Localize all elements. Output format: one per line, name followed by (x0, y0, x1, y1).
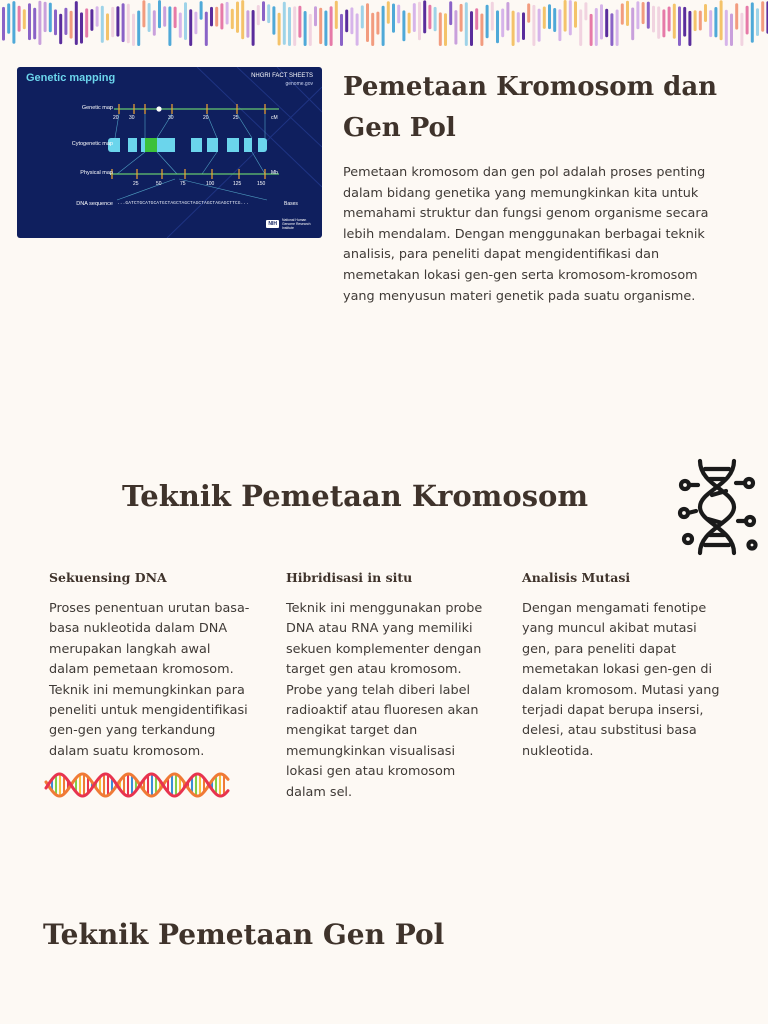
banner-bar (330, 6, 333, 46)
dna-helix-icon (672, 455, 762, 559)
banner-bar (465, 2, 468, 46)
banner-bar (569, 0, 572, 35)
banner-bar (522, 12, 525, 40)
row-label-physical: Physical map (80, 170, 113, 176)
banner-bar (49, 3, 52, 33)
intro-paragraph: Pemetaan kromosom dan gen pol adalah proses penting dalam bidang genetika yang memungkinkan kita untuk memahami struktur dan fungsi genom organisme secara lebih mendalam. Dengan menggunakan berbagai teknik analisis, para peneliti dapat mengidentifikasi dan memetakan lokasi gen-gen serta kromosom-kromosom yang menyusun materi genetik pada suatu organisme. (343, 165, 709, 304)
banner-bar (314, 6, 317, 26)
banner-bar (262, 1, 265, 21)
genetic-mapping-figure (17, 67, 322, 238)
banner-bar (506, 2, 509, 31)
banner-bar (538, 9, 541, 42)
banner-bar (595, 8, 598, 46)
banner-bar (241, 0, 244, 39)
banner-bar (158, 0, 161, 28)
banner-bar (605, 9, 608, 37)
sequence-unit: Bases (284, 201, 298, 207)
banner-bar (600, 4, 603, 39)
banner-bar (548, 4, 551, 29)
banner-bar (153, 10, 156, 36)
banner-bar (324, 11, 327, 47)
banner-bar (694, 10, 697, 31)
banner-bar (350, 7, 353, 34)
banner-bar (168, 6, 171, 46)
banner-bar (38, 1, 41, 45)
banner-bar (579, 9, 582, 46)
banner-bar (122, 3, 125, 42)
banner-bar (491, 2, 494, 31)
banner-bar (376, 12, 379, 35)
banner-bar (636, 1, 639, 29)
genetic-unit: cM (271, 115, 278, 121)
banner-bar (574, 1, 577, 28)
banner-bar (704, 4, 707, 22)
banner-bar (688, 11, 691, 46)
banner-bar (257, 5, 260, 25)
banner-bar (439, 12, 442, 46)
column-body: Proses penentuan urutan basa-basa nukleotida dalam DNA merupakan langkah awal dalam pemetaan kromosom. Teknik ini memungkinkan para peneliti untuk mengidentifikasi gen-gen yang terkandung dalam suatu kromosom. (49, 601, 250, 759)
nih-logo (266, 218, 312, 230)
banner-bar (642, 2, 645, 24)
banner-bar (470, 11, 473, 46)
genetic-tick-label: 30 (129, 115, 135, 121)
section-title-gen-pol: Teknik Pemetaan Gen Pol (43, 918, 445, 951)
banner-bar (215, 7, 218, 27)
banner-bar (709, 10, 712, 37)
dna-strand-icon (44, 768, 230, 802)
banner-bar (475, 8, 478, 30)
banner-bar (501, 9, 504, 38)
banner-bar (366, 3, 369, 42)
banner-bar (413, 3, 416, 32)
banner-bar (283, 2, 286, 45)
banner-bar (7, 3, 10, 33)
banner-bar (226, 2, 229, 25)
banner-bar (584, 2, 587, 20)
genetic-mapping-diagram (17, 67, 322, 238)
banner-bar (142, 0, 145, 27)
banner-bar (402, 10, 405, 41)
banner-bar (116, 6, 119, 36)
banner-bar (210, 7, 213, 27)
banner-bar (720, 0, 723, 40)
banner-bar (761, 1, 764, 32)
banner-bar (194, 12, 197, 35)
banner-bar (246, 10, 249, 38)
banner-bar (527, 3, 530, 22)
banner-bar (304, 11, 307, 46)
banner-bar (220, 3, 223, 29)
banner-bar (2, 7, 5, 41)
banner-bar (371, 13, 374, 46)
banner-bar (652, 6, 655, 33)
banner-bar (756, 8, 759, 36)
banner-bar (460, 4, 463, 32)
physical-tick-label: 75 (180, 181, 186, 187)
nih-logo-mark: NIH (268, 221, 277, 227)
banner-bar (668, 7, 671, 32)
banner-bar (70, 11, 73, 39)
figure-source-name: NHGRI FACT SHEETS (251, 73, 313, 79)
banner-bar (111, 7, 114, 37)
banner-bar (75, 1, 78, 45)
row-label-genetic: Genetic map (81, 105, 113, 111)
banner-bar (631, 8, 634, 41)
banner-bar (532, 5, 535, 46)
banner-bar (335, 1, 338, 29)
banner-bar (558, 9, 561, 41)
banner-bar (174, 7, 177, 29)
dna-sequence-text: ...GATCTGCATGCATGCTAGCTAGCTAGCTAGCTAGAGCTTCG... (117, 201, 249, 206)
column-analisis-mutasi (522, 568, 727, 762)
banner-bar (408, 13, 411, 34)
banner-bar (137, 11, 140, 47)
column-hibridisasi (286, 568, 491, 803)
banner-bar (205, 12, 208, 46)
banner-bar (392, 4, 395, 33)
banner-bar (18, 6, 21, 32)
banner-bar (319, 8, 322, 44)
banner-bar (106, 13, 109, 40)
banner-bar (553, 8, 556, 32)
banner-bar (454, 10, 457, 45)
banner-bar (80, 12, 83, 43)
banner-bar (309, 14, 312, 46)
banner-bar (267, 4, 270, 23)
banner-bar (252, 10, 255, 46)
genetic-tick-label: 25 (233, 115, 239, 121)
banner-bar (657, 6, 660, 39)
banner-bar (486, 5, 489, 39)
banner-bar (298, 6, 301, 38)
banner-bar (387, 1, 390, 24)
banner-bar (678, 6, 681, 46)
figure-title: Genetic mapping (26, 72, 116, 84)
banner-bar (397, 5, 400, 24)
banner-bars-icon (0, 0, 768, 46)
page-title: Pemetaan Kromosom dan Gen Pol (343, 72, 718, 143)
banner-bar (564, 0, 567, 32)
row-label-dna-sequence: DNA sequence (76, 201, 113, 207)
banner-bar (714, 7, 717, 37)
figure-source-url: genome.gov (285, 81, 313, 87)
banner-bar (382, 6, 385, 46)
banner-bar (730, 14, 733, 47)
column-sekuensing-dna (49, 568, 254, 762)
banner-bar (340, 14, 343, 46)
banner-bar (434, 7, 437, 31)
banner-bar (28, 3, 31, 40)
physical-tick-label: 25 (133, 181, 139, 187)
banner-bar (418, 2, 421, 40)
row-label-cytogenetic: Cytogenetic map (71, 141, 113, 147)
banner-bar (647, 2, 650, 29)
banner-bar (662, 9, 665, 37)
banner-bar (740, 13, 743, 46)
banner-bar (293, 6, 296, 46)
banner-bar (543, 7, 546, 29)
banner-bar (231, 9, 234, 29)
nih-logo-text: National Human Genome Research Institute (282, 218, 311, 230)
banner-bar (590, 14, 593, 46)
banner-bar (616, 10, 619, 47)
physical-tick-label: 100 (206, 181, 215, 187)
banner-bar (59, 14, 62, 45)
banner-bar (480, 14, 483, 47)
genetic-tick-label: 30 (168, 115, 174, 121)
banner-bar (449, 1, 452, 25)
banner-bar (699, 11, 702, 31)
banner-bar (236, 2, 239, 33)
banner-bar (423, 0, 426, 33)
banner-bar (444, 13, 447, 46)
banner-bar (278, 13, 281, 46)
banner-bar (751, 2, 754, 42)
banner-bar (746, 6, 749, 35)
banner-bar (90, 9, 93, 31)
banner-bar (496, 10, 499, 43)
column-heading: Analisis Mutasi (522, 570, 631, 585)
banner-bar (517, 12, 520, 42)
banner-bar (356, 13, 359, 45)
banner-bar (200, 1, 203, 20)
banner-bar (683, 7, 686, 37)
genetic-tick-label: 20 (113, 115, 119, 121)
banner-bar (163, 6, 166, 27)
banner-bar (626, 1, 629, 26)
banner-bar (127, 4, 130, 44)
banner-bar (673, 4, 676, 39)
banner-bar (33, 8, 36, 40)
banner-bar (96, 6, 99, 27)
column-heading: Hibridisasi in situ (286, 570, 413, 585)
banner-bar (85, 8, 88, 37)
banner-bar (184, 2, 187, 40)
genetic-tick-label: 20 (203, 115, 209, 121)
banner-bar (64, 8, 67, 35)
banner-bar (148, 3, 151, 32)
physical-tick-label: 125 (233, 181, 242, 187)
column-body: Teknik ini menggunakan probe DNA atau RNA yang memiliki sekuen komplementer dengan target gen atau kromosom. Probe yang telah diberi label radioaktif atau fluoresen akan mengikat target dan memungkinkan visualisasi lokasi gen atau kromosom dalam sel. (286, 601, 483, 800)
banner-bar (44, 2, 47, 32)
banner-bar (23, 9, 26, 29)
banner-bar (132, 14, 135, 46)
column-heading: Sekuensing DNA (49, 570, 167, 585)
banner-bar (12, 1, 15, 44)
banner-bar (272, 6, 275, 35)
banner-bar (361, 5, 364, 28)
banner-bar (179, 13, 182, 38)
physical-unit: Mb (271, 170, 278, 176)
banner-bar (610, 13, 613, 46)
banner-bar (621, 3, 624, 24)
banner-bar (345, 10, 348, 33)
banner-bar (101, 6, 104, 43)
physical-tick-label: 150 (257, 181, 266, 187)
banner-bar (512, 11, 515, 46)
figure-source (251, 72, 313, 88)
physical-tick-label: 50 (156, 181, 162, 187)
banner-bar (54, 9, 57, 35)
banner-bar (725, 10, 728, 46)
banner-bar (428, 5, 431, 30)
banner-bar (735, 3, 738, 29)
banner-bar (288, 7, 291, 46)
banner-bar (189, 9, 192, 46)
section-title-kromosom: Teknik Pemetaan Kromosom (122, 479, 589, 513)
column-body: Dengan mengamati fenotipe yang muncul akibat mutasi gen, para peneliti dapat memetakan lokasi gen-gen di dalam kromosom. Mutasi yang terjadi dapat berupa insersi, delesi, atau substitusi basa nukleotida. (522, 601, 720, 759)
